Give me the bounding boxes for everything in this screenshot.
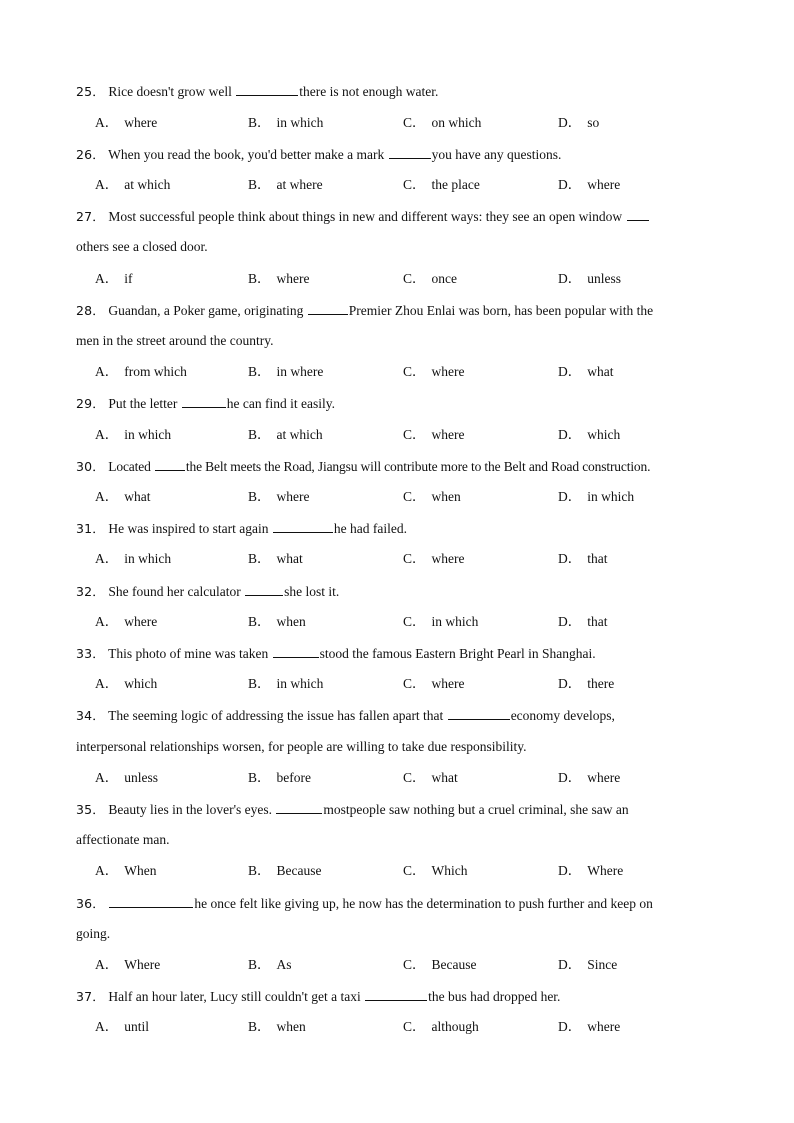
question-36 (76, 895, 716, 912)
question-text: The seeming logic of addressing the issue has fallen apart that (108, 708, 447, 723)
option-d[interactable]: D． in which (558, 489, 635, 504)
option-d[interactable]: D． Where (558, 863, 624, 878)
question-text: you have any questions. (431, 147, 562, 162)
question-26 (76, 146, 716, 163)
question-text: She found her calculator (108, 584, 245, 599)
question-29 (76, 395, 716, 412)
answer-blank (273, 520, 333, 533)
option-a[interactable]: A． where (95, 115, 158, 130)
option-b[interactable]: B． where (248, 271, 310, 286)
option-a[interactable]: A． where (95, 614, 158, 629)
question-text: going. (76, 926, 111, 941)
option-a[interactable]: A． what (95, 489, 151, 504)
question-text: Located (108, 459, 154, 474)
question-text: interpersonal relationships worsen, for people are willing to take due responsibility. (76, 739, 527, 754)
option-d[interactable]: D． that (558, 614, 608, 629)
options-35 (95, 863, 715, 879)
question-31 (76, 520, 716, 537)
question-36-continued (76, 926, 716, 942)
answer-blank (308, 302, 348, 315)
question-text: he can find it easily. (226, 396, 335, 411)
option-c[interactable]: C． what (403, 770, 458, 785)
question-text: stood the famous Eastern Bright Pearl in Shanghai. (319, 646, 596, 661)
question-text: he once felt like giving up, he now has the determination to push further and keep on (194, 896, 653, 911)
question-text: others see a closed door. (76, 239, 208, 254)
option-c[interactable]: C． Which (403, 863, 468, 878)
answer-blank (627, 208, 649, 221)
option-d[interactable]: D． where (558, 770, 621, 785)
question-text: she lost it. (284, 584, 340, 599)
question-number: 30． (76, 459, 106, 474)
option-a[interactable]: A． Where (95, 957, 161, 972)
option-a[interactable]: A． at which (95, 177, 171, 192)
answer-blank (389, 146, 431, 159)
options-27 (95, 271, 715, 287)
answer-blank (448, 707, 510, 720)
question-number: 34． (76, 708, 106, 723)
question-text: Most successful people think about things in new and different ways: they see an open window (108, 209, 626, 224)
question-text: he had failed. (333, 521, 407, 536)
question-number: 28． (76, 303, 106, 318)
option-a[interactable]: A． in which (95, 427, 172, 442)
option-b[interactable]: B． As (248, 957, 292, 972)
option-d[interactable]: D． what (558, 364, 614, 379)
question-text: He was inspired to start again (108, 521, 272, 536)
question-number: 32． (76, 584, 106, 599)
option-c[interactable]: C． in which (403, 614, 479, 629)
option-d[interactable]: D． so (558, 115, 600, 130)
question-28-continued (76, 333, 716, 349)
option-b[interactable]: B． in where (248, 364, 324, 379)
option-d[interactable]: D． where (558, 177, 621, 192)
option-b[interactable]: B． when (248, 614, 306, 629)
question-28 (76, 302, 716, 319)
question-text: When you read the book, you'd better make a mark (108, 147, 388, 162)
options-37 (95, 1019, 715, 1035)
answer-blank (182, 395, 226, 408)
option-a[interactable]: A． until (95, 1019, 150, 1034)
option-b[interactable]: B． Because (248, 863, 322, 878)
question-35 (76, 801, 716, 818)
question-number: 36． (76, 896, 106, 911)
option-c[interactable]: C． where (403, 676, 465, 691)
question-25 (76, 83, 716, 100)
question-text: Beauty lies in the lover's eyes. (108, 802, 276, 817)
question-27-continued (76, 239, 716, 255)
options-30 (95, 489, 715, 505)
question-number: 31． (76, 521, 106, 536)
option-b[interactable]: B． in which (248, 115, 324, 130)
question-text: Rice doesn't grow well (108, 84, 236, 99)
options-32 (95, 614, 715, 630)
question-text: Half an hour later, Lucy still couldn't get a taxi (108, 989, 365, 1004)
option-a[interactable]: A． in which (95, 551, 172, 566)
question-text: affectionate man. (76, 832, 170, 847)
option-d[interactable]: D． Since (558, 957, 618, 972)
option-a[interactable]: A． unless (95, 770, 158, 785)
option-c[interactable]: C． where (403, 364, 465, 379)
options-29 (95, 427, 715, 443)
answer-blank (273, 645, 319, 658)
option-b[interactable]: B． when (248, 1019, 306, 1034)
question-27 (76, 208, 716, 225)
option-c[interactable]: C． on which (403, 115, 482, 130)
option-b[interactable]: B． at where (248, 177, 323, 192)
option-a[interactable]: A． which (95, 676, 158, 691)
question-30 (76, 458, 716, 475)
question-number: 27． (76, 209, 106, 224)
option-d[interactable]: D． where (558, 1019, 621, 1034)
question-text: there is not enough water. (299, 84, 439, 99)
question-number: 37． (76, 989, 106, 1004)
question-text: Premier Zhou Enlai was born, has been popular with the (348, 303, 654, 318)
question-text: economy develops, (510, 708, 615, 723)
option-c[interactable]: C． although (403, 1019, 479, 1034)
question-text: Guandan, a Poker game, originating (108, 303, 307, 318)
question-33 (76, 645, 716, 662)
question-32 (76, 583, 716, 600)
option-c[interactable]: C． when (403, 489, 461, 504)
question-text: mostpeople saw nothing but a cruel criminal, she saw an (323, 802, 629, 817)
option-b[interactable]: B． in which (248, 676, 324, 691)
option-d[interactable]: D． that (558, 551, 608, 566)
option-b[interactable]: B． before (248, 770, 311, 785)
option-c[interactable]: C． where (403, 551, 465, 566)
option-c[interactable]: C． once (403, 271, 457, 286)
option-a[interactable]: A． When (95, 863, 157, 878)
answer-blank (155, 458, 185, 471)
options-26 (95, 177, 715, 193)
question-number: 25． (76, 84, 106, 99)
answer-blank (245, 583, 283, 596)
question-text: Put the letter (108, 396, 181, 411)
question-number: 29． (76, 396, 106, 411)
question-number: 26． (76, 147, 106, 162)
question-number: 33． (76, 646, 106, 661)
options-34 (95, 770, 715, 786)
options-33 (95, 676, 715, 692)
question-text: the Belt meets the Road, Jiangsu will contribute more to the Belt and Road construction. (185, 459, 651, 474)
option-c[interactable]: C． the place (403, 177, 480, 192)
options-36 (95, 957, 715, 973)
option-b[interactable]: B． what (248, 551, 303, 566)
option-b[interactable]: B． where (248, 489, 310, 504)
option-a[interactable]: A． from which (95, 364, 187, 379)
options-25 (95, 115, 715, 131)
answer-blank (365, 988, 427, 1001)
option-d[interactable]: D． which (558, 427, 621, 442)
question-37 (76, 988, 716, 1005)
question-35-continued (76, 832, 716, 848)
question-34-continued (76, 739, 716, 755)
answer-blank (109, 895, 193, 908)
answer-blank (276, 801, 322, 814)
question-text: the bus had dropped her. (428, 989, 561, 1004)
answer-blank (236, 83, 298, 96)
options-31 (95, 551, 715, 567)
question-34 (76, 707, 716, 724)
option-c[interactable]: C． Because (403, 957, 477, 972)
option-a[interactable]: A． if (95, 271, 133, 286)
question-text: men in the street around the country. (76, 333, 274, 348)
option-d[interactable]: D． there (558, 676, 615, 691)
question-text: This photo of mine was taken (108, 646, 272, 661)
option-d[interactable]: D． unless (558, 271, 621, 286)
options-28 (95, 364, 715, 380)
question-number: 35． (76, 802, 106, 817)
option-c[interactable]: C． where (403, 427, 465, 442)
option-b[interactable]: B． at which (248, 427, 323, 442)
